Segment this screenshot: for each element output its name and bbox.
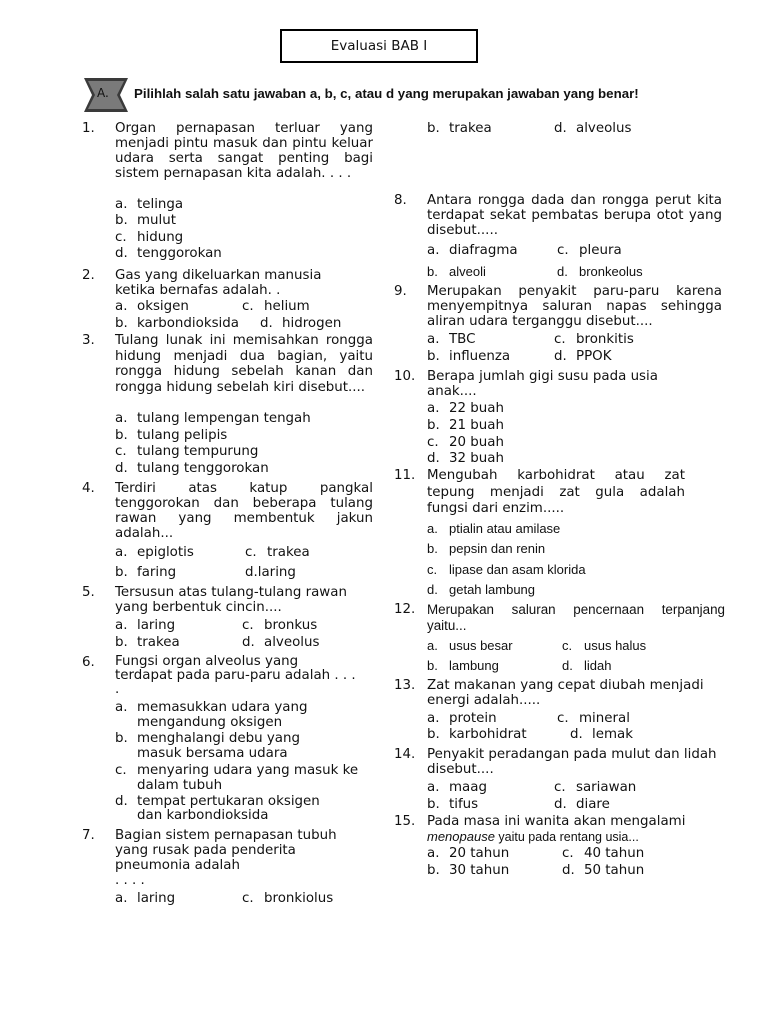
option-14b[interactable]: b. tifus: [427, 797, 479, 812]
option-5b[interactable]: b. trakea: [115, 635, 180, 650]
page-title: Evaluasi BAB I: [330, 38, 428, 54]
option-4c[interactable]: c. trakea: [245, 545, 310, 560]
option-5c[interactable]: c. bronkus: [242, 618, 318, 633]
question-text: Zat makanan yang cepat diubah menjadi energi adalah.....: [427, 678, 704, 708]
section-letter: A.: [97, 86, 109, 100]
option-10b[interactable]: b. 21 buah: [427, 418, 504, 433]
question-text: Fungsi organ alveolus yang terdapat pada paru-paru adalah . . . .: [115, 654, 356, 697]
option-14a[interactable]: a. maag: [427, 780, 487, 795]
option-11a[interactable]: a. ptialin atau amilase: [427, 521, 561, 536]
option-8a[interactable]: a. diafragma: [427, 243, 518, 258]
question-text: Merupakan saluran pencernaan terpanjang yaitu...: [427, 602, 725, 633]
question-text: Antara rongga dada dan rongga perut kita terdapat sekat pembatas berupa otot yang disebut.....: [427, 193, 722, 238]
option-13a[interactable]: a. protein: [427, 711, 497, 726]
option-12b[interactable]: b. lambung: [427, 658, 499, 673]
option-2b[interactable]: b. karbondioksida: [115, 316, 239, 331]
option-10d[interactable]: d. 32 buah: [427, 451, 504, 466]
option-15a[interactable]: a. 20 tahun: [427, 846, 510, 861]
option-6b[interactable]: b. menghalangi debu yang: [115, 731, 300, 746]
option-6d-cont: dan karbondioksida: [137, 808, 269, 823]
option-6d[interactable]: d. tempat pertukaran oksigen: [115, 794, 320, 809]
option-1d[interactable]: d. tenggorokan: [115, 246, 222, 261]
option-1a[interactable]: a. telinga: [115, 197, 184, 212]
option-12a[interactable]: a. usus besar: [427, 638, 513, 653]
option-11b[interactable]: b. pepsin dan renin: [427, 541, 546, 556]
option-9d[interactable]: d. PPOK: [554, 349, 612, 364]
option-13b[interactable]: b. karbohidrat: [427, 727, 527, 742]
option-7d[interactable]: d. alveolus: [554, 121, 632, 136]
option-1b[interactable]: b. mulut: [115, 213, 176, 228]
option-2a[interactable]: a. oksigen: [115, 299, 189, 314]
option-15b[interactable]: b. 30 tahun: [427, 863, 510, 878]
question-text: Tulang lunak ini memisahkan rongga hidung menjadi dua bagian, yaitu rongga hidung sebelah kanan dan rongga hidung sebelah kiri disebut....: [115, 333, 373, 395]
question-text: Gas yang dikeluarkan manusia ketika bernafas adalah. .: [115, 268, 322, 298]
question-text: Berapa jumlah gigi susu pada usia anak....: [427, 369, 658, 399]
option-4d[interactable]: d.laring: [245, 565, 296, 580]
option-3c[interactable]: c. tulang tempurung: [115, 444, 259, 459]
option-5d[interactable]: d. alveolus: [242, 635, 320, 650]
question-text: Bagian sistem pernapasan tubuh yang rusak pada penderita pneumonia adalah . . . .: [115, 828, 337, 888]
option-10c[interactable]: c. 20 buah: [427, 435, 504, 450]
option-3d[interactable]: d. tulang tenggorokan: [115, 461, 269, 476]
option-8b[interactable]: b. alveoli: [427, 264, 486, 279]
question-text: Organ pernapasan terluar yang menjadi pintu masuk dan pintu keluar udara serta sangat penting bagi sistem pernapasan kita adalah. . . .: [115, 121, 373, 181]
option-9c[interactable]: c. bronkitis: [554, 332, 634, 347]
option-5a[interactable]: a. laring: [115, 618, 176, 633]
option-4a[interactable]: a. epiglotis: [115, 545, 194, 560]
question-text: Tersusun atas tulang-tulang rawan yang berbentuk cincin....: [115, 585, 347, 615]
option-2c[interactable]: c. helium: [242, 299, 310, 314]
option-11d[interactable]: d. getah lambung: [427, 582, 536, 597]
option-7a[interactable]: a. laring: [115, 891, 176, 906]
option-12c[interactable]: c. usus halus: [562, 638, 647, 653]
question-text: Mengubah karbohidrat atau zat tepung menjadi zat gula adalah fungsi dari enzim.....: [427, 468, 685, 516]
option-9b[interactable]: b. influenza: [427, 349, 511, 364]
right-column: b. trakea d. alveolus 8. Antara rongga dada dan rongga perut kita terdapat sekat pembatas berupa otot yang disebut..... a. diafragma c. pleura b. alveoli d. bronkeolus 9. Merupakan penyakit paru-paru karena menyempitnya saluran napas sehingga aliran udara terganggu disebut.... a. TBC c. bronkitis b. influenza d. PPOK 10. Berapa jumlah gigi susu pada usia anak.... a. 22 buah b. 21 buah c. 20 buah d. 32 buah 11. Mengubah karbohidrat atau zat tepung menjadi zat gula adalah fungsi dari enzim..... a. ptialin atau amilase b. pepsin dan renin c. lipase dan asam klorida d. getah lambung 12. Merupakan saluran pencernaan terpanjang yaitu... a. usus besar c. usus halus b. lambung d. lidah 13. Zat makanan yang cepat diubah menjadi energi adalah..... a. protein c. mineral b. karbohidrat d. lemak 14. Penyakit peradangan pada mulut dan lidah disebut.... a. maag c. sariawan b. tifus d. diare 15. Pada masa ini wanita akan mengalami menopause yaitu pada rentang usia... a. 20 tahun c. 40 tahun b. 30 tahun d. 50 tahun: [394, 121, 725, 878]
option-15c[interactable]: c. 40 tahun: [562, 846, 645, 861]
option-13c[interactable]: c. mineral: [557, 711, 630, 726]
option-6c[interactable]: c. menyaring udara yang masuk ke: [115, 763, 359, 778]
option-6a[interactable]: a. memasukkan udara yang: [115, 700, 308, 715]
question-text: Terdiri atas katup pangkal tenggorokan dan beberapa tulang rawan yang membentuk jakun adalah...: [115, 481, 373, 541]
question-text: Pada masa ini wanita akan mengalami menopause yaitu pada rentang usia...: [427, 814, 686, 844]
option-8c[interactable]: c. pleura: [557, 243, 622, 258]
option-11c[interactable]: c. lipase dan asam klorida: [427, 562, 586, 577]
section-instruction: Pilihlah salah satu jawaban a, b, c, atau d yang merupakan jawaban yang benar!: [134, 86, 639, 101]
option-7c[interactable]: c. bronkiolus: [242, 891, 334, 906]
left-column: 1. Organ pernapasan terluar yang menjadi pintu masuk dan pintu keluar udara serta sangat penting bagi sistem pernapasan kita adalah. . . . a. telinga b. mulut c. hidung d. tenggorokan 2. Gas yang dikeluarkan manusia ketika bernafas adalah. . a. oksigen c. helium b. karbondioksida d. hidrogen 3. Tulang lunak ini memisahkan rongga hidung menjadi dua bagian, yaitu rongga hidung sebelah kanan dan rongga hidung sebelah kiri disebut.... a. tulang lempengan tengah b. tulang pelipis c. tulang tempurung d. tulang tenggorokan 4. Terdiri atas katup pangkal tenggorokan dan beberapa tulang rawan yang membentuk jakun adalah... a. epiglotis c. trakea b. faring d.laring 5. Tersusun atas tulang-tulang rawan yang berbentuk cincin.... a. laring c. bronkus b. trakea d. alveolus 6. Fungsi organ alveolus yang terdapat pada paru-paru adalah . . . . a. memasukkan udara yang mengandung oksigen b. menghalangi debu yang masuk bersama udara c. menyaring udara yang masuk ke dalam tubuh d. tempat pertukaran oksigen dan karbondioksida 7. Bagian sistem pernapasan tubuh yang rusak pada penderita pneumonia adalah . . . . a. laring c. bronkiolus: [82, 0, 374, 1024]
option-12d[interactable]: d. lidah: [562, 658, 612, 673]
option-7b[interactable]: b. trakea: [427, 121, 492, 136]
option-6b-cont: masuk bersama udara: [137, 746, 288, 761]
option-9a[interactable]: a. TBC: [427, 332, 476, 347]
option-4b[interactable]: b. faring: [115, 565, 177, 580]
option-2d[interactable]: d. hidrogen: [260, 316, 342, 331]
question-text: Merupakan penyakit paru-paru karena menyempitnya saluran napas sehingga aliran udara terganggu disebut....: [427, 284, 722, 329]
option-6c-cont: dalam tubuh: [137, 778, 223, 793]
option-8d[interactable]: d. bronkeolus: [557, 264, 643, 279]
option-14c[interactable]: c. sariawan: [554, 780, 637, 795]
option-6a-cont: mengandung oksigen: [137, 715, 283, 730]
option-1c[interactable]: c. hidung: [115, 230, 184, 245]
option-13d[interactable]: d. lemak: [570, 727, 633, 742]
question-text: Penyakit peradangan pada mulut dan lidah disebut....: [427, 747, 717, 777]
option-3b[interactable]: b. tulang pelipis: [115, 428, 228, 443]
option-14d[interactable]: d. diare: [554, 797, 610, 812]
option-15d[interactable]: d. 50 tahun: [562, 863, 645, 878]
option-10a[interactable]: a. 22 buah: [427, 401, 504, 416]
option-3a[interactable]: a. tulang lempengan tengah: [115, 411, 311, 426]
